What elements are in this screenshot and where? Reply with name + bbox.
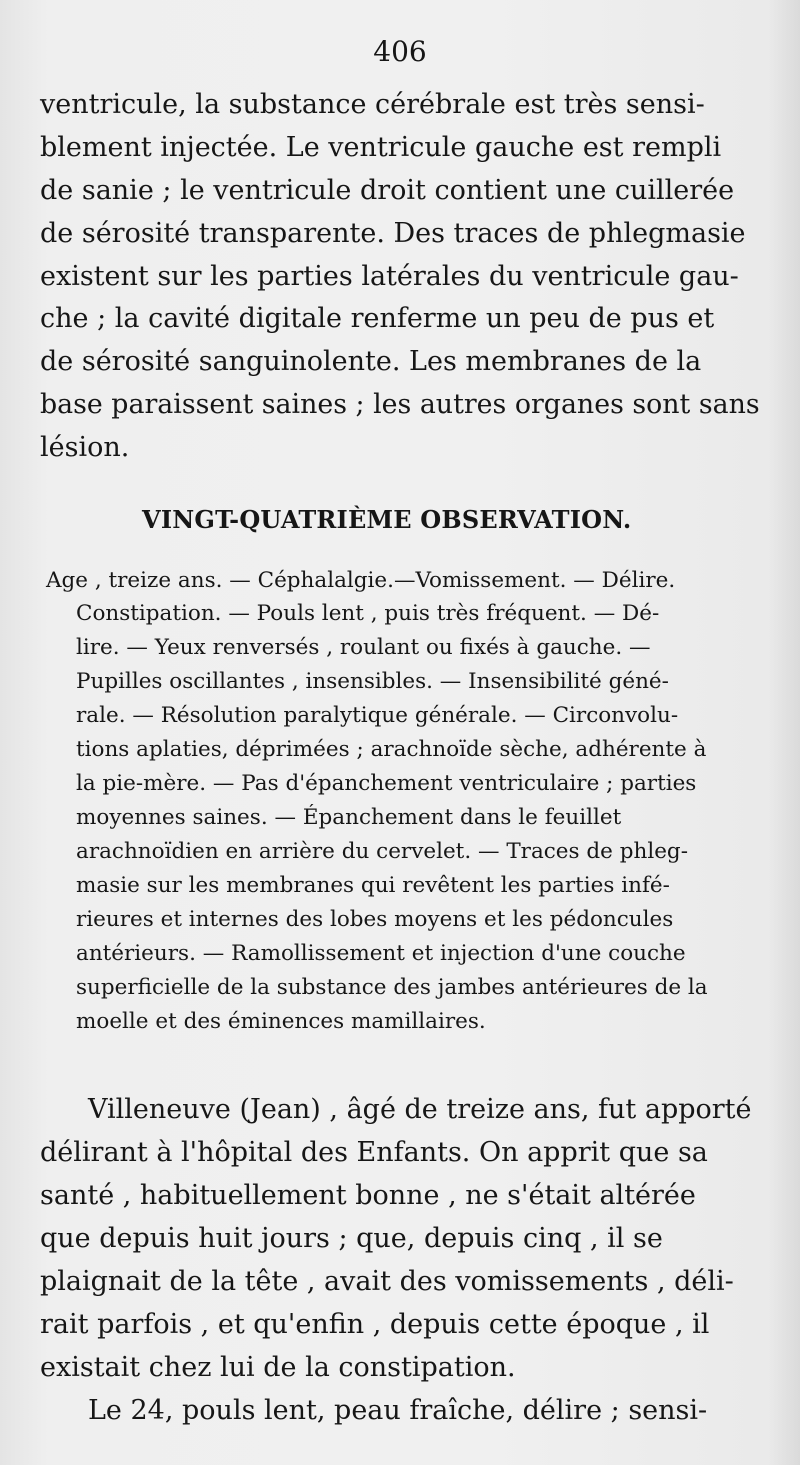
summary-line: moelle et des éminences mamillaires.: [76, 1009, 486, 1034]
text-line: existait chez lui de la constipation.: [40, 1352, 516, 1383]
summary-line: moyennes saines. — Épanchement dans le feuillet: [76, 805, 622, 830]
page-number: 406: [373, 35, 427, 68]
summary-line: rale. — Résolution paralytique générale. — Circonvolu-: [76, 703, 679, 728]
text-line: Le 24, pouls lent, peau fraîche, délire ; sensi-: [88, 1395, 708, 1426]
text-line: de sanie ; le ventricule droit contient une cuillerée: [40, 175, 735, 206]
text-line: che ; la cavité digitale renferme un peu de pus et: [40, 303, 715, 334]
summary-line: arachnoïdien en arrière du cervelet. — Traces de phleg-: [76, 839, 688, 864]
text-line: Villeneuve (Jean) , âgé de treize ans, fut apporté: [88, 1094, 752, 1125]
text-line: santé , habituellement bonne , ne s'était altérée: [40, 1180, 696, 1211]
summary-line: la pie-mère. — Pas d'épanchement ventriculaire ; parties: [76, 771, 697, 796]
summary-line: masie sur les membranes qui revêtent les parties infé-: [76, 873, 670, 898]
summary-line: lire. — Yeux renversés , roulant ou fixés à gauche. —: [76, 635, 651, 660]
summary-line: Pupilles oscillantes , insensibles. — Insensibilité géné-: [76, 669, 669, 694]
text-line: de sérosité transparente. Des traces de phlegmasie: [40, 218, 746, 249]
summary-line: superficielle de la substance des jambes antérieures de la: [76, 975, 708, 1000]
text-line: existent sur les parties latérales du ventricule gau-: [40, 261, 739, 292]
summary-line: Constipation. — Pouls lent , puis très fréquent. — Dé-: [76, 601, 660, 626]
text-line: blement injectée. Le ventricule gauche est rempli: [40, 132, 722, 163]
summary-line: tions aplaties, déprimées ; arachnoïde sèche, adhérente à: [76, 737, 707, 762]
text-line: que depuis huit jours ; que, depuis cinq , il se: [40, 1223, 663, 1254]
text-line: lésion.: [40, 432, 130, 463]
text-line: plaignait de la tête , avait des vomissements , déli-: [40, 1266, 734, 1297]
text-line: base paraissent saines ; les autres organes sont sans: [40, 389, 760, 420]
text-line: rait parfois , et qu'enfin , depuis cette époque , il: [40, 1309, 710, 1340]
summary-line: rieures et internes des lobes moyens et les pédoncules: [76, 907, 674, 932]
summary-line: Age , treize ans. — Céphalalgie.—Vomissement. — Délire.: [46, 568, 676, 593]
text-line: de sérosité sanguinolente. Les membranes de la: [40, 346, 702, 377]
text-line: ventricule, la substance cérébrale est très sensi-: [40, 89, 705, 120]
text-line: délirant à l'hôpital des Enfants. On apprit que sa: [40, 1137, 708, 1168]
summary-line: antérieurs. — Ramollissement et injection d'une couche: [76, 941, 686, 966]
section-heading: VINGT-QUATRIÈME OBSERVATION.: [142, 505, 632, 534]
